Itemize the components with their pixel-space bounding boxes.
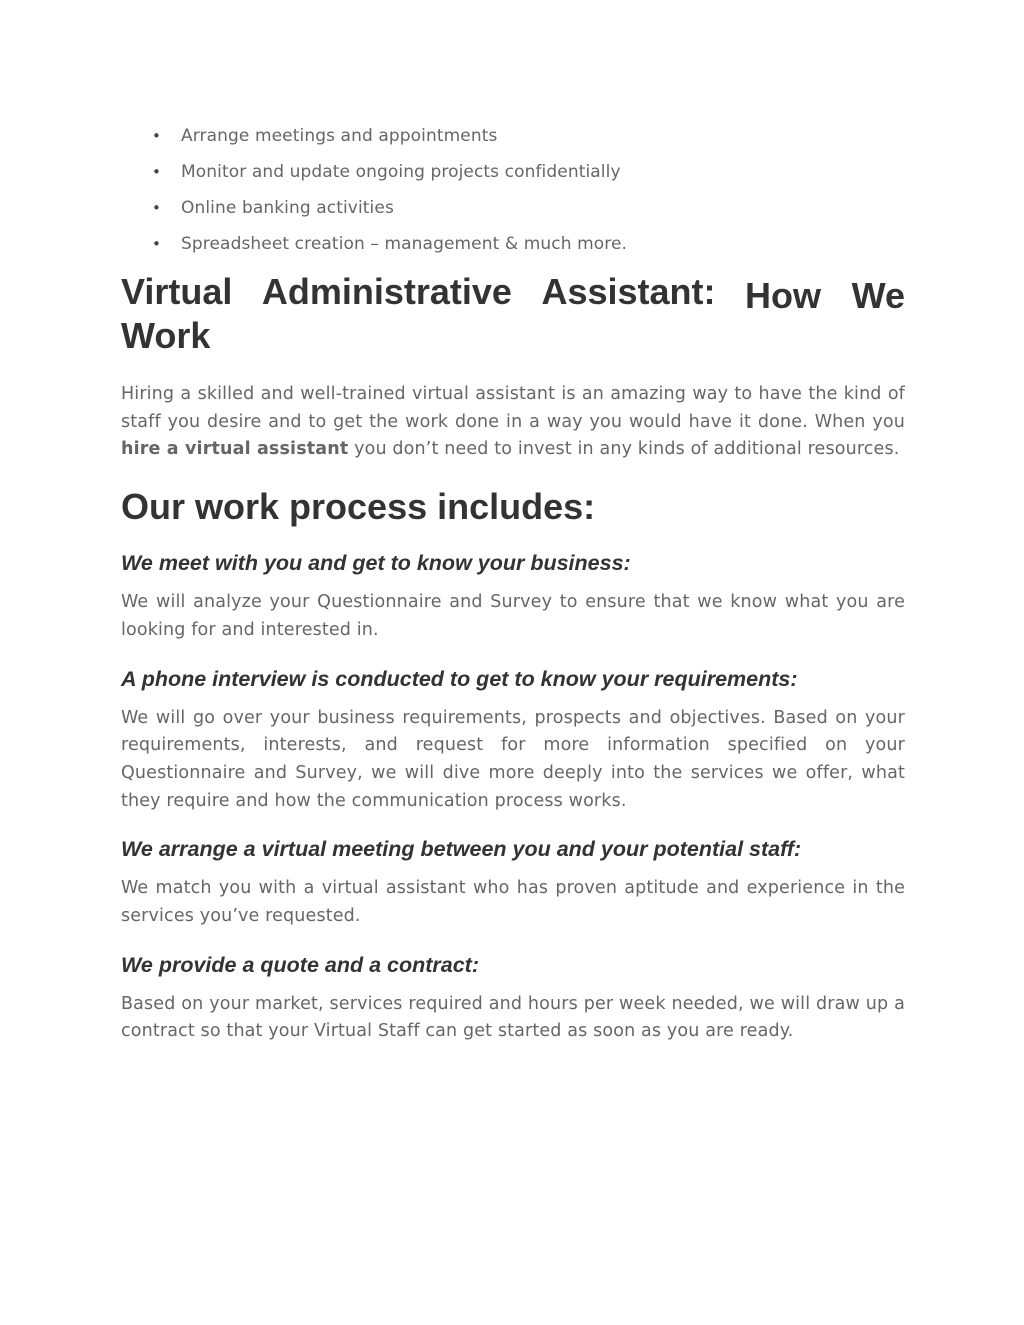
step-title: We meet with you and get to know your business: — [121, 551, 631, 576]
heading-word: Virtual — [121, 271, 233, 312]
intro-text-end: you don’t need to invest in any kinds of additional resources. — [348, 439, 900, 460]
list-item-text: Monitor and update ongoing projects confidentially — [181, 162, 621, 182]
bullet-icon: • — [152, 235, 161, 253]
list-item — [121, 160, 905, 196]
process-step — [121, 549, 905, 644]
list-item-text: Arrange meetings and appointments — [181, 126, 498, 146]
step-body: We will go over your business requirements, prospects and objectives. Based on your requirements, interests, and request for more information specified on your Questionnaire and Survey, we will dive more deeply into the services we offer, what they require and how the communication process works. — [121, 707, 905, 811]
heading-word: Administrative — [261, 271, 512, 312]
document-page — [121, 124, 905, 1046]
step-title: We provide a quote and a contract: — [121, 952, 479, 977]
intro-text: Hiring a skilled and well-trained virtual assistant is an amazing way to have the kind of staff you desire and to get the work done in a way you would have it done. When you — [121, 384, 905, 432]
step-body: We will analyze your Questionnaire and Survey to ensure that we know what you are looking for and interested in. — [121, 592, 905, 640]
services-bullet-list — [121, 124, 905, 268]
heading-line-2: Work — [121, 315, 211, 356]
list-item-text: Spreadsheet creation – management & much more. — [181, 234, 628, 254]
list-item — [121, 124, 905, 160]
list-item — [121, 196, 905, 232]
list-item — [121, 232, 905, 268]
process-step — [121, 835, 905, 930]
intro-paragraph — [121, 381, 905, 464]
heading-word: We — [851, 275, 905, 316]
section-heading-work-process: Our work process includes: — [121, 486, 596, 528]
heading-word: How — [745, 275, 821, 316]
section-heading-how-we-work — [121, 270, 905, 357]
bullet-icon: • — [152, 199, 161, 217]
bullet-icon: • — [152, 127, 161, 145]
hire-va-keyword: hire a virtual assistant — [121, 439, 349, 460]
step-body: We match you with a virtual assistant who has proven aptitude and experience in the services you’ve requested. — [121, 878, 905, 927]
process-step — [121, 665, 905, 816]
step-body: Based on your market, services required and hours per week needed, we will draw up a contract so that your Virtual Staff can get started as soon as you are ready. — [121, 993, 905, 1042]
list-item-text: Online banking activities — [181, 198, 394, 218]
step-title: We arrange a virtual meeting between you and your potential staff: — [121, 837, 802, 862]
step-title: A phone interview is conducted to get to know your requirements: — [121, 666, 798, 691]
process-step — [121, 951, 905, 1046]
heading-word: Assistant: — [541, 271, 716, 312]
bullet-icon: • — [152, 163, 161, 181]
